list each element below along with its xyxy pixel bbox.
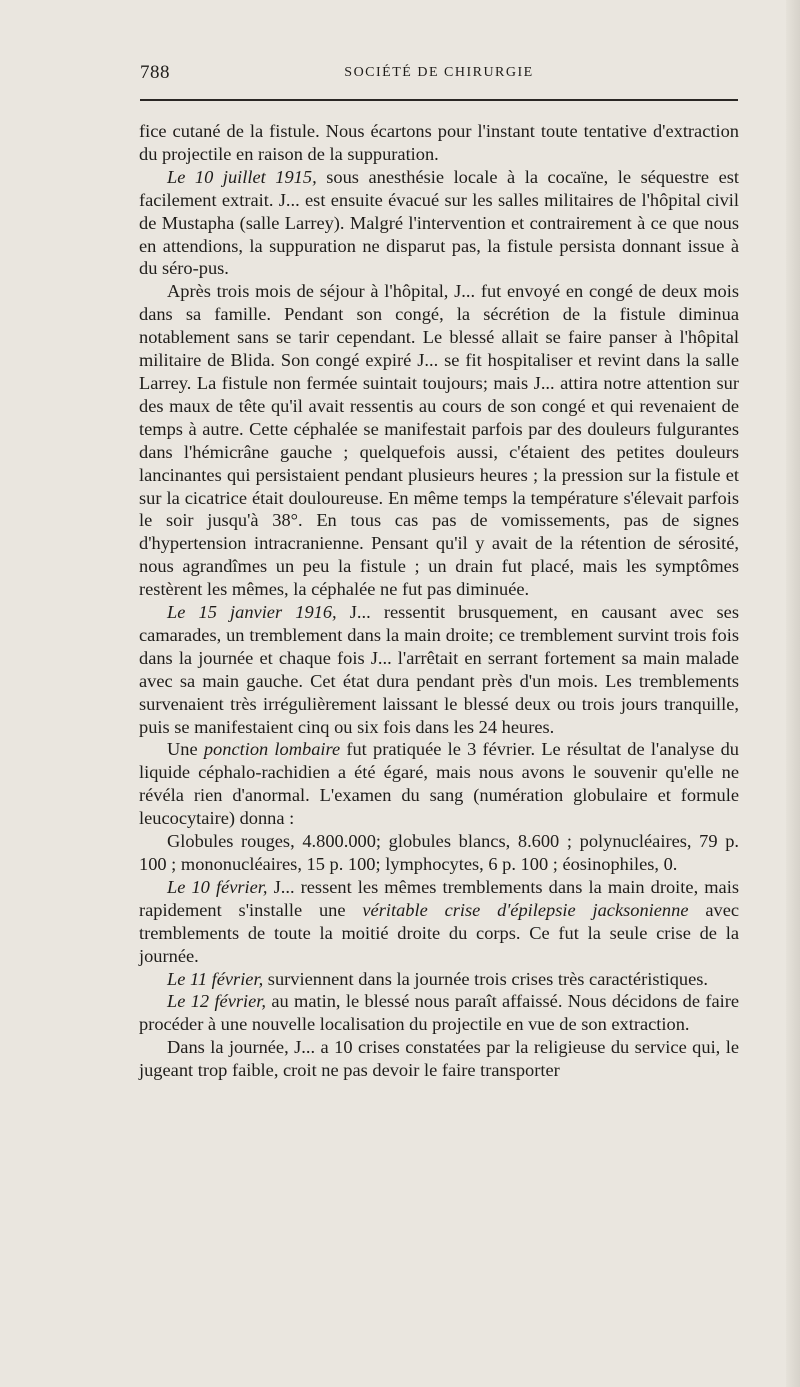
paragraph: Une ponction lombaire fut pratiquée le 3 février. Le résultat de l'analyse du liquide céphalo-rachidien a été égaré, mais nous avons le souvenir qu'elle ne révéla rien d'anormal. L'examen du sang (numération globulaire et formule leucocytaire) donna : xyxy=(139,739,739,829)
body-text xyxy=(139,120,739,1082)
page-header xyxy=(140,62,738,90)
paragraph: Le 15 janvier 1916, J... ressentit brusquement, en causant avec ses camarades, un tremblement dans la main droite; ce tremblement survint trois fois dans la journée et chaque fois J... l'arrêtait en serrant fortement sa main malade avec sa main gauche. Cet état dura pendant près d'un mois. Les tremblements survenaient très irrégulièrement laissant le blessé deux ou trois jours tranquille, puis se manifestaient cinq ou six fois dans les 24 heures. xyxy=(139,602,739,737)
emphasis: véritable crise d'épilepsie jacksonienne xyxy=(362,899,689,920)
date: Le 15 janvier 1916, xyxy=(167,602,337,623)
paragraph: Le 12 février, au matin, le blessé nous paraît affaissé. Nous décidons de faire procéder à une nouvelle localisation du projectile en vue de son extraction. xyxy=(139,991,739,1035)
date: Le 10 juillet 1915, xyxy=(167,166,317,187)
page-number: 788 xyxy=(140,62,170,83)
date: Le 12 février, xyxy=(167,991,267,1012)
page-edge xyxy=(786,0,800,1387)
date: Le 11 février, xyxy=(167,968,264,989)
paragraph: Le 10 juillet 1915, sous anesthésie locale à la cocaïne, le séquestre est facilement extrait. J... est ensuite évacué sur les salles militaires de l'hôpital civil de Mustapha (salle Larrey). Malgré l'intervention et contrairement à ce que nous en attendions, la suppuration ne disparut pas, la fistule persista donnant issue à du séro-pus. xyxy=(139,166,740,279)
running-title: SOCIÉTÉ DE CHIRURGIE xyxy=(344,65,534,80)
paragraph: Après trois mois de séjour à l'hôpital, J... fut envoyé en congé de deux mois dans sa famille. Pendant son congé, la sécrétion de la fistule diminua notablement sans se tarir cependant. Le blessé allait se faire panser à l'hôpital militaire de Blida. Son congé expiré J... se fit hospitaliser et revint dans la salle Larrey. La fistule non fermée suintait toujours; mais J... attira notre attention sur des maux de tête qu'il avait ressentis au cours de son congé et qui revenaient de temps à autre. Cette céphalée se manifestait parfois par des douleurs fulgurantes dans l'hémicrâne gauche ; quelquefois aussi, c'étaient des petites douleurs lancinantes qui persistaient pendant plusieurs heures ; la pression sur la fistule et sur la cicatrice était douloureuse. En même temps la température s'élevait parfois le soir jusqu'à 38°. En tous cas pas de vomissements, pas de signes d'hypertension intracranienne. Pensant qu'il y avait de la rétention de sérosité, nous agrandîmes un peu la fistule ; un drain fut placé, mais les symptômes restèrent les mêmes, la céphalée ne fut pas diminuée. xyxy=(139,281,739,600)
paragraph: Globules rouges, 4.800.000; globules blancs, 8.600 ; polynucléaires, 79 p. 100 ; mononucléaires, 15 p. 100; lymphocytes, 6 p. 100 ; éosinophiles, 0. xyxy=(139,831,739,874)
paragraph: Le 11 février, surviennent dans la journée trois crises très caractéristiques. xyxy=(167,968,708,989)
date: Le 10 février, xyxy=(167,876,268,897)
paragraph: Dans la journée, J... a 10 crises constatées par la religieuse du service qui, le jugeant trop faible, croit ne pas devoir le faire transporter xyxy=(139,1037,739,1081)
header-rule xyxy=(140,99,738,101)
paragraph: Le 10 février, J... ressent les mêmes tremblements dans la main droite, mais rapidement s'installe une véritable crise d'épilepsie jacksonienne avec tremblements de toute la moitié droite du corps. Ce fut la seule crise de la journée. xyxy=(139,876,740,966)
emphasis: ponction lombaire xyxy=(203,739,341,760)
paragraph: fice cutané de la fistule. Nous écartons pour l'instant toute tentative d'extraction du projectile en raison de la suppuration. xyxy=(139,121,739,164)
